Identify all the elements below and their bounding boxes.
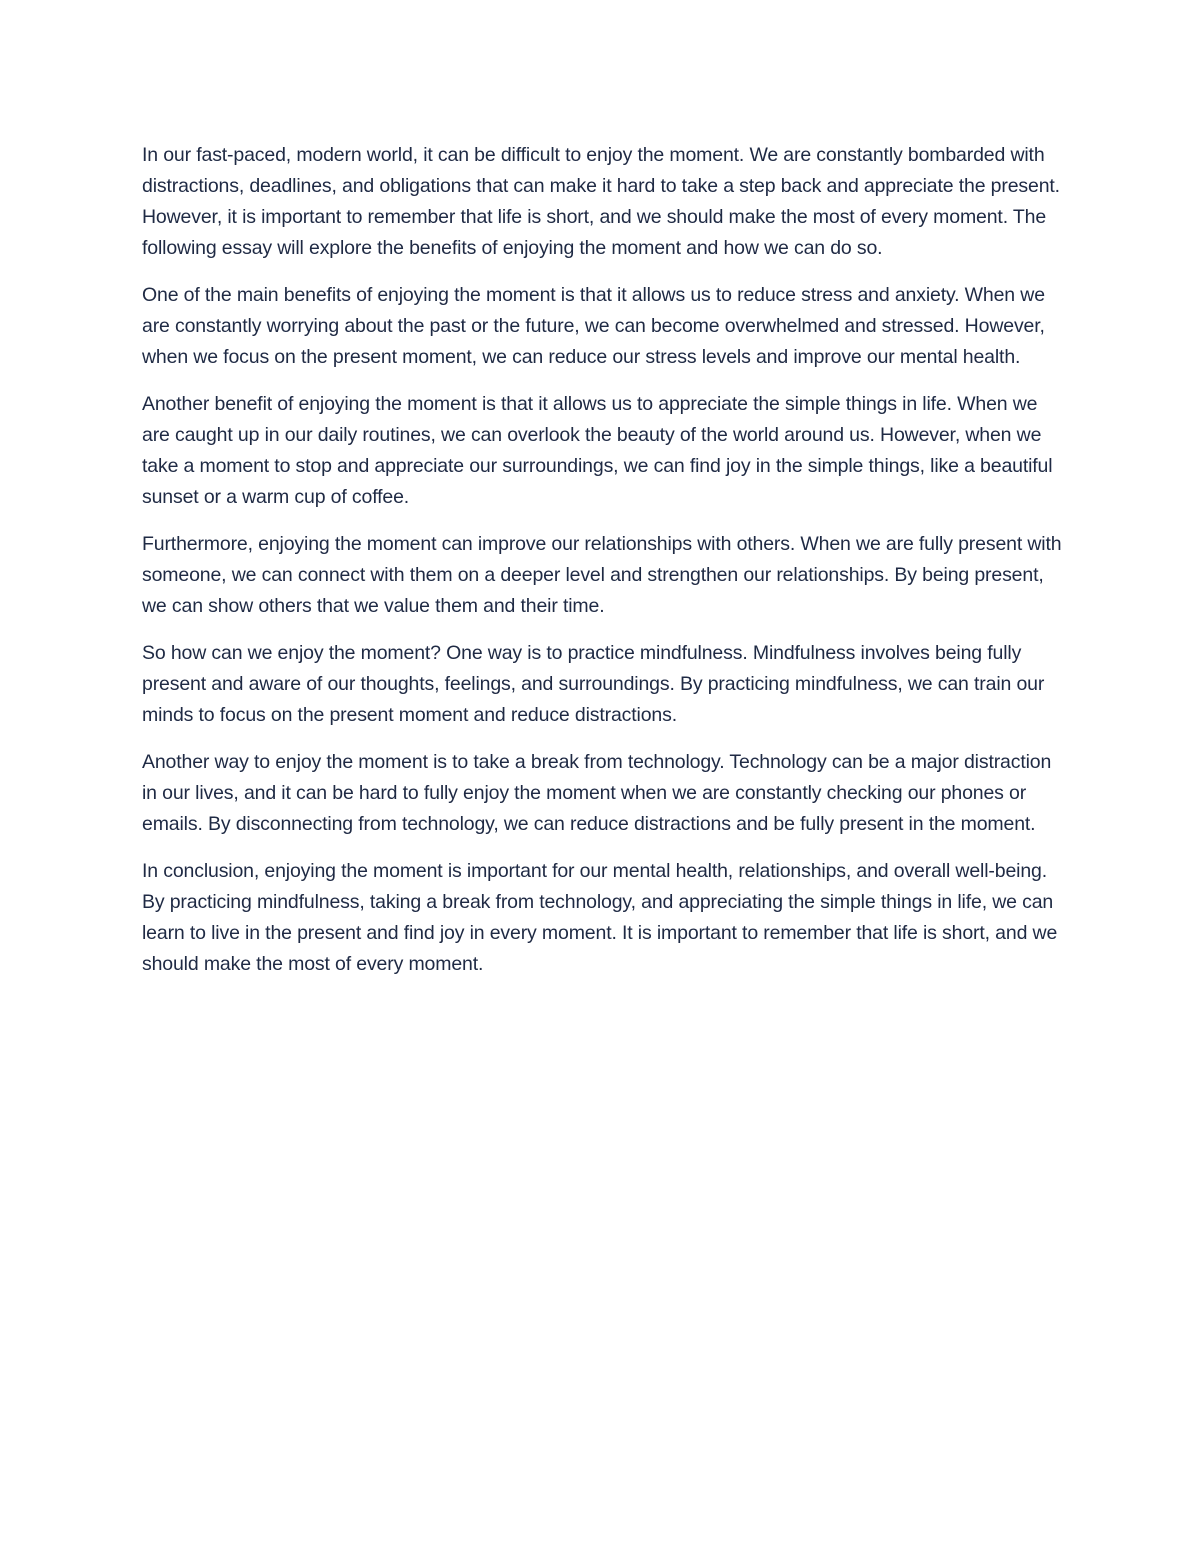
paragraph-stress-anxiety: One of the main benefits of enjoying the moment is that it allows us to reduce stress and anxiety. When we are constantly worrying about the past or the future, we can become overwhelmed and stressed. However, when we focus on the present moment, we can reduce our stress levels and improve our mental health. bbox=[142, 284, 1045, 368]
paragraph-technology-break: Another way to enjoy the moment is to take a break from technology. Technology can be a major distraction in our lives, and it can be hard to fully enjoy the moment when we are constantly checking our phones or emails. By disconnecting from technology, we can reduce distractions and be fully present in the moment. bbox=[142, 751, 1052, 835]
paragraph-mindfulness: So how can we enjoy the moment? One way is to practice mindfulness. Mindfulness involves being fully present and aware of our thoughts, feelings, and surroundings. By practicing mindfulness, we can train our minds to focus on the present moment and reduce distractions. bbox=[142, 642, 1045, 726]
paragraph-conclusion: In conclusion, enjoying the moment is important for our mental health, relationships, and overall well-being. By practicing mindfulness, taking a break from technology, and appreciating the simple things in life, we can learn to live in the present and find joy in every moment. It is important to remember that life is short, and we should make the most of every moment. bbox=[142, 860, 1058, 975]
paragraph-intro: In our fast-paced, modern world, it can be difficult to enjoy the moment. We are constantly bombarded with distractions, deadlines, and obligations that can make it hard to take a step back and appreciate the present. However, it is important to remember that life is short, and we should make the most of every moment. The following essay will explore the benefits of enjoying the moment and how we can do so. bbox=[142, 144, 1060, 259]
paragraph-simple-things: Another benefit of enjoying the moment is that it allows us to appreciate the simple things in life. When we are caught up in our daily routines, we can overlook the beauty of the world around us. However, when we take a moment to stop and appreciate our surroundings, we can find joy in the simple things, like a beautiful sunset or a warm cup of coffee. bbox=[142, 393, 1053, 508]
essay-body bbox=[142, 140, 1062, 996]
paragraph-relationships: Furthermore, enjoying the moment can improve our relationships with others. When we are fully present with someone, we can connect with them on a deeper level and strengthen our relationships. By being present, we can show others that we value them and their time. bbox=[142, 533, 1062, 617]
